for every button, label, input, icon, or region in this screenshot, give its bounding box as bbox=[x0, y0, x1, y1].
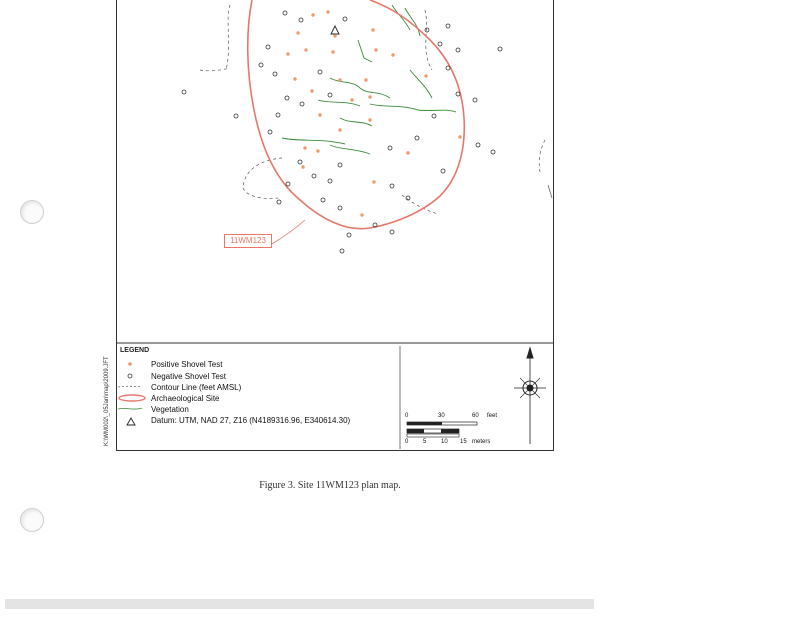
negative-shovel-tests bbox=[182, 11, 502, 253]
scale-meter-tick: 5 bbox=[423, 439, 427, 445]
scan-edge-band bbox=[5, 599, 594, 609]
datum-triangle-icon bbox=[127, 418, 135, 425]
contour-line bbox=[402, 195, 438, 214]
scale-meter-tick: 10 bbox=[441, 439, 448, 445]
site-label bbox=[224, 234, 272, 248]
scale-bar-feet bbox=[407, 422, 477, 425]
legend-title: LEGEND bbox=[120, 347, 150, 354]
site-label-text: 11WM123 bbox=[230, 236, 266, 245]
vegetation bbox=[282, 5, 456, 154]
north-arrow-icon bbox=[514, 348, 546, 444]
legend-vegetation-label: Vegetation bbox=[151, 405, 189, 414]
file-path-text: K:\WM002\_05Jan\map\2009.JFT bbox=[104, 356, 110, 446]
legend-negative-label: Negative Shovel Test bbox=[151, 372, 227, 381]
file-path-stamp bbox=[100, 352, 112, 450]
scale-meter-tick: 15 bbox=[460, 439, 467, 445]
legend-positive-label: Positive Shovel Test bbox=[151, 360, 223, 369]
site-outline-icon bbox=[119, 395, 145, 401]
legend-contour-label: Contour Line (feet AMSL) bbox=[151, 383, 242, 392]
positive-shovel-tests bbox=[286, 10, 461, 216]
legend-site-label: Archaeological Site bbox=[151, 394, 220, 403]
scale-feet-unit: feet bbox=[487, 413, 498, 419]
scale-feet-tick: 0 bbox=[405, 413, 409, 419]
site-label-leader bbox=[272, 220, 305, 244]
scale-feet-tick: 60 bbox=[472, 413, 479, 419]
contour-line bbox=[243, 158, 282, 199]
datum-triangle-icon bbox=[331, 26, 339, 34]
contour-line bbox=[200, 68, 230, 71]
figure-caption: Figure 3. Site 11WM123 plan map. bbox=[259, 480, 401, 491]
contour-dash-icon bbox=[118, 386, 142, 387]
contour-line bbox=[548, 185, 552, 198]
scale-feet-tick: 30 bbox=[438, 413, 445, 419]
contour-line bbox=[226, 5, 230, 70]
vegetation-line-icon bbox=[118, 408, 142, 409]
scale-meter-unit: meters bbox=[472, 439, 491, 445]
legend-datum-label: Datum: UTM, NAD 27, Z16 (N4189316.96, E340614.30) bbox=[151, 416, 351, 425]
scale-meter-tick: 0 bbox=[405, 439, 409, 445]
contour-line bbox=[539, 140, 545, 172]
open-circle-icon bbox=[128, 374, 132, 378]
scale-bar-meters bbox=[407, 429, 459, 437]
positive-dot-icon bbox=[128, 362, 132, 366]
